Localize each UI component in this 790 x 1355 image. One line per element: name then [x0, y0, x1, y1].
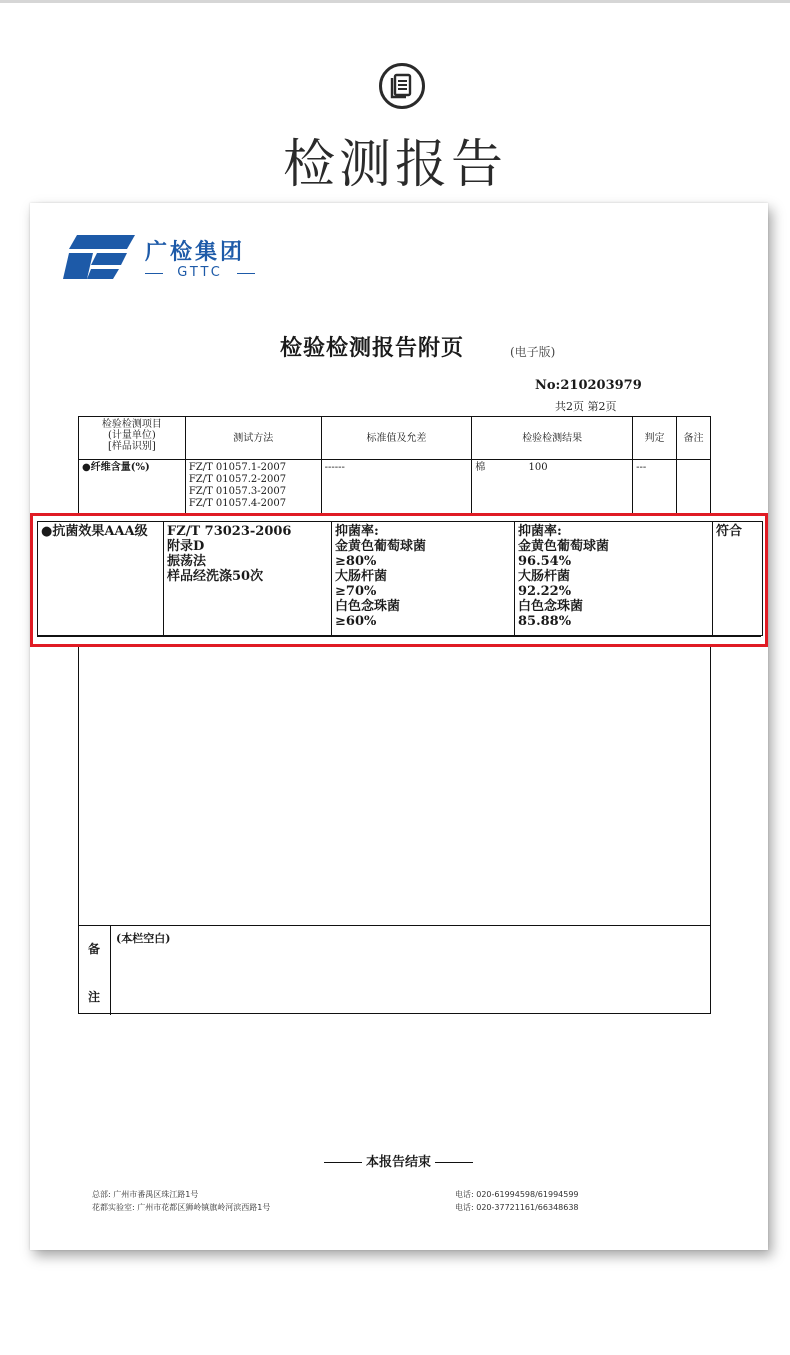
table-row — [79, 460, 711, 514]
report-number: No:210203979 — [535, 378, 642, 393]
antibacterial-standard: 抑菌率: 金黄色葡萄球菌 ≥80% 大肠杆菌 ≥70% 白色念珠菌 ≥60% — [332, 522, 515, 636]
row1-item: ●纤维含量(%) — [79, 460, 186, 514]
table-row — [38, 522, 763, 636]
remarks-text: (本栏空白) — [116, 932, 171, 945]
results-table — [78, 416, 711, 514]
remarks-section — [78, 925, 711, 1014]
header-method: 测试方法 — [185, 417, 321, 460]
company-abbrev: GTTC — [145, 265, 255, 280]
row1-methods: FZ/T 01057.1-2007 FZ/T 01057.2-2007 FZ/T 01057.3-2007 FZ/T 01057.4-2007 — [185, 460, 321, 514]
row1-result-value: 100 — [528, 462, 548, 473]
footer-hq-phone: 电话: 020-61994598/61994599 — [455, 1190, 579, 1199]
header-result: 检验检测结果 — [472, 417, 633, 460]
remarks-divider — [110, 926, 111, 1015]
footer-lab-phone: 电话: 020-37721161/66348638 — [455, 1203, 579, 1212]
report-paper — [30, 203, 768, 1250]
remarks-label-top: 备 — [88, 942, 101, 956]
report-title: 检验检测报告附页 — [280, 335, 465, 361]
report-end-text: 本报告结束 — [320, 1151, 477, 1170]
row1-result-label: 棉 — [475, 462, 486, 473]
row1-remark — [677, 460, 711, 514]
antibacterial-item: ●抗菌效果AAA级 — [38, 522, 164, 636]
header-item: 检验检测项目 (计量单位) [样品识别] — [79, 417, 186, 460]
footer-lab-address: 花都实验室: 广州市花都区狮岭镇旗岭河滨西路1号 — [92, 1203, 271, 1212]
header-standard: 标准值及允差 — [321, 417, 472, 460]
footer-address — [92, 1188, 270, 1214]
footer-hq-address: 总部: 广州市番禺区珠江路1号 — [92, 1190, 199, 1199]
company-name: 广检集团 — [145, 240, 246, 265]
footer-phones — [455, 1188, 579, 1214]
antibacterial-method: FZ/T 73023-2006 附录D 振荡法 样品经洗涤50次 — [164, 522, 332, 636]
row1-standard: ------ — [321, 460, 472, 514]
highlight-table — [37, 521, 763, 636]
page-title: 检测报告 — [282, 135, 507, 195]
antibacterial-result: 抑菌率: 金黄色葡萄球菌 96.54% 大肠杆菌 92.22% 白色念珠菌 85.88% — [515, 522, 713, 636]
document-icon — [378, 62, 426, 110]
highlighted-antibacterial-row — [30, 513, 768, 647]
row1-judgement: --- — [633, 460, 677, 514]
row1-result — [472, 460, 633, 514]
header-judgement: 判定 — [633, 417, 677, 460]
highlight-bottom-rule — [37, 635, 761, 637]
gttc-logo-icon — [63, 233, 135, 281]
antibacterial-judgement: 符合 — [713, 522, 763, 636]
page-count: 共2页 第2页 — [555, 400, 617, 413]
top-strip — [0, 0, 790, 3]
table-header-row — [79, 417, 711, 460]
remarks-label-bottom: 注 — [88, 990, 101, 1004]
edition-label: (电子版) — [510, 345, 556, 359]
header-remark: 备注 — [677, 417, 711, 460]
